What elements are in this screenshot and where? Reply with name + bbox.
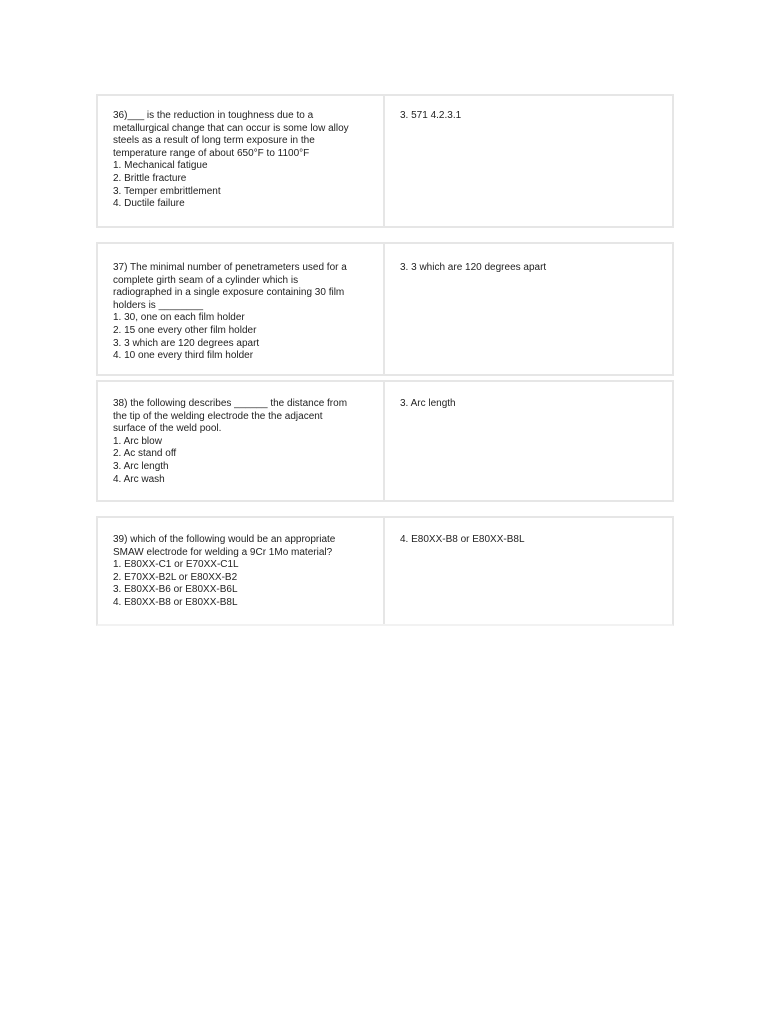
question-text-line: 36)___ is the reduction in toughness due to a <box>113 110 314 121</box>
question-text-line: radiographed in a single exposure containing 30 film <box>113 287 345 299</box>
answer-option: 1. E80XX-C1 or E70XX-C1L <box>113 559 239 571</box>
answer-option: 4. Arc wash <box>113 473 165 485</box>
question-text-line: 37) The minimal number of penetrameters used for a <box>113 262 347 273</box>
question-text-line: 39) which of the following would be an appropriate <box>113 534 336 545</box>
correct-answer: 3. 3 which are 120 degrees apart <box>400 262 547 273</box>
answer-option: 1. Mechanical fatigue <box>113 160 208 172</box>
question-text-line: metallurgical change that can occur is some low alloy <box>113 122 349 134</box>
correct-answer: 3. Arc length <box>400 398 456 409</box>
answer-option: 1. Arc blow <box>113 435 162 447</box>
question-cell <box>98 518 385 624</box>
question-card <box>96 380 674 502</box>
answer-option: 4. E80XX-B8 or E80XX-B8L <box>113 596 238 608</box>
answer-option: 2. Brittle fracture <box>113 172 187 184</box>
answer-option: 4. 10 one every third film holder <box>113 350 254 362</box>
answer-option: 1. 30, one on each film holder <box>113 312 245 324</box>
answer-cell <box>385 96 672 226</box>
answer-option: 3. E80XX-B6 or E80XX-B6L <box>113 584 238 596</box>
answer-option: 2. 15 one every other film holder <box>113 324 257 336</box>
question-cell <box>98 382 385 500</box>
question-cell <box>98 96 385 226</box>
question-text-line: the tip of the welding electrode the the adjacent <box>113 410 323 422</box>
question-text-line: steels as a result of long term exposure in the <box>113 135 315 147</box>
question-text-line: 38) the following describes ______ the distance from <box>113 398 348 409</box>
question-cell <box>98 244 385 374</box>
answer-cell <box>385 518 672 624</box>
question-text-line: SMAW electrode for welding a 9Cr 1Mo material? <box>113 546 333 558</box>
question-card <box>96 516 674 626</box>
question-text-line: complete girth seam of a cylinder which is <box>113 274 299 286</box>
answer-cell <box>385 244 672 374</box>
answer-option: 3. Arc length <box>113 460 169 472</box>
answer-option: 2. Ac stand off <box>113 448 177 460</box>
question-text-line: surface of the weld pool. <box>113 423 222 435</box>
question-text-line: temperature range of about 650°F to 1100°F <box>113 147 310 159</box>
answer-option: 2. E70XX-B2L or E80XX-B2 <box>113 571 238 583</box>
correct-answer: 4. E80XX-B8 or E80XX-B8L <box>400 534 525 545</box>
answer-option: 3. Temper embrittlement <box>113 185 221 197</box>
correct-answer: 3. 571 4.2.3.1 <box>400 110 462 121</box>
answer-option: 3. 3 which are 120 degrees apart <box>113 337 260 349</box>
answer-option: 4. Ductile failure <box>113 198 185 210</box>
question-card <box>96 94 674 228</box>
question-text-line: holders is ________ <box>113 299 204 311</box>
answer-cell <box>385 382 672 500</box>
question-card <box>96 242 674 376</box>
